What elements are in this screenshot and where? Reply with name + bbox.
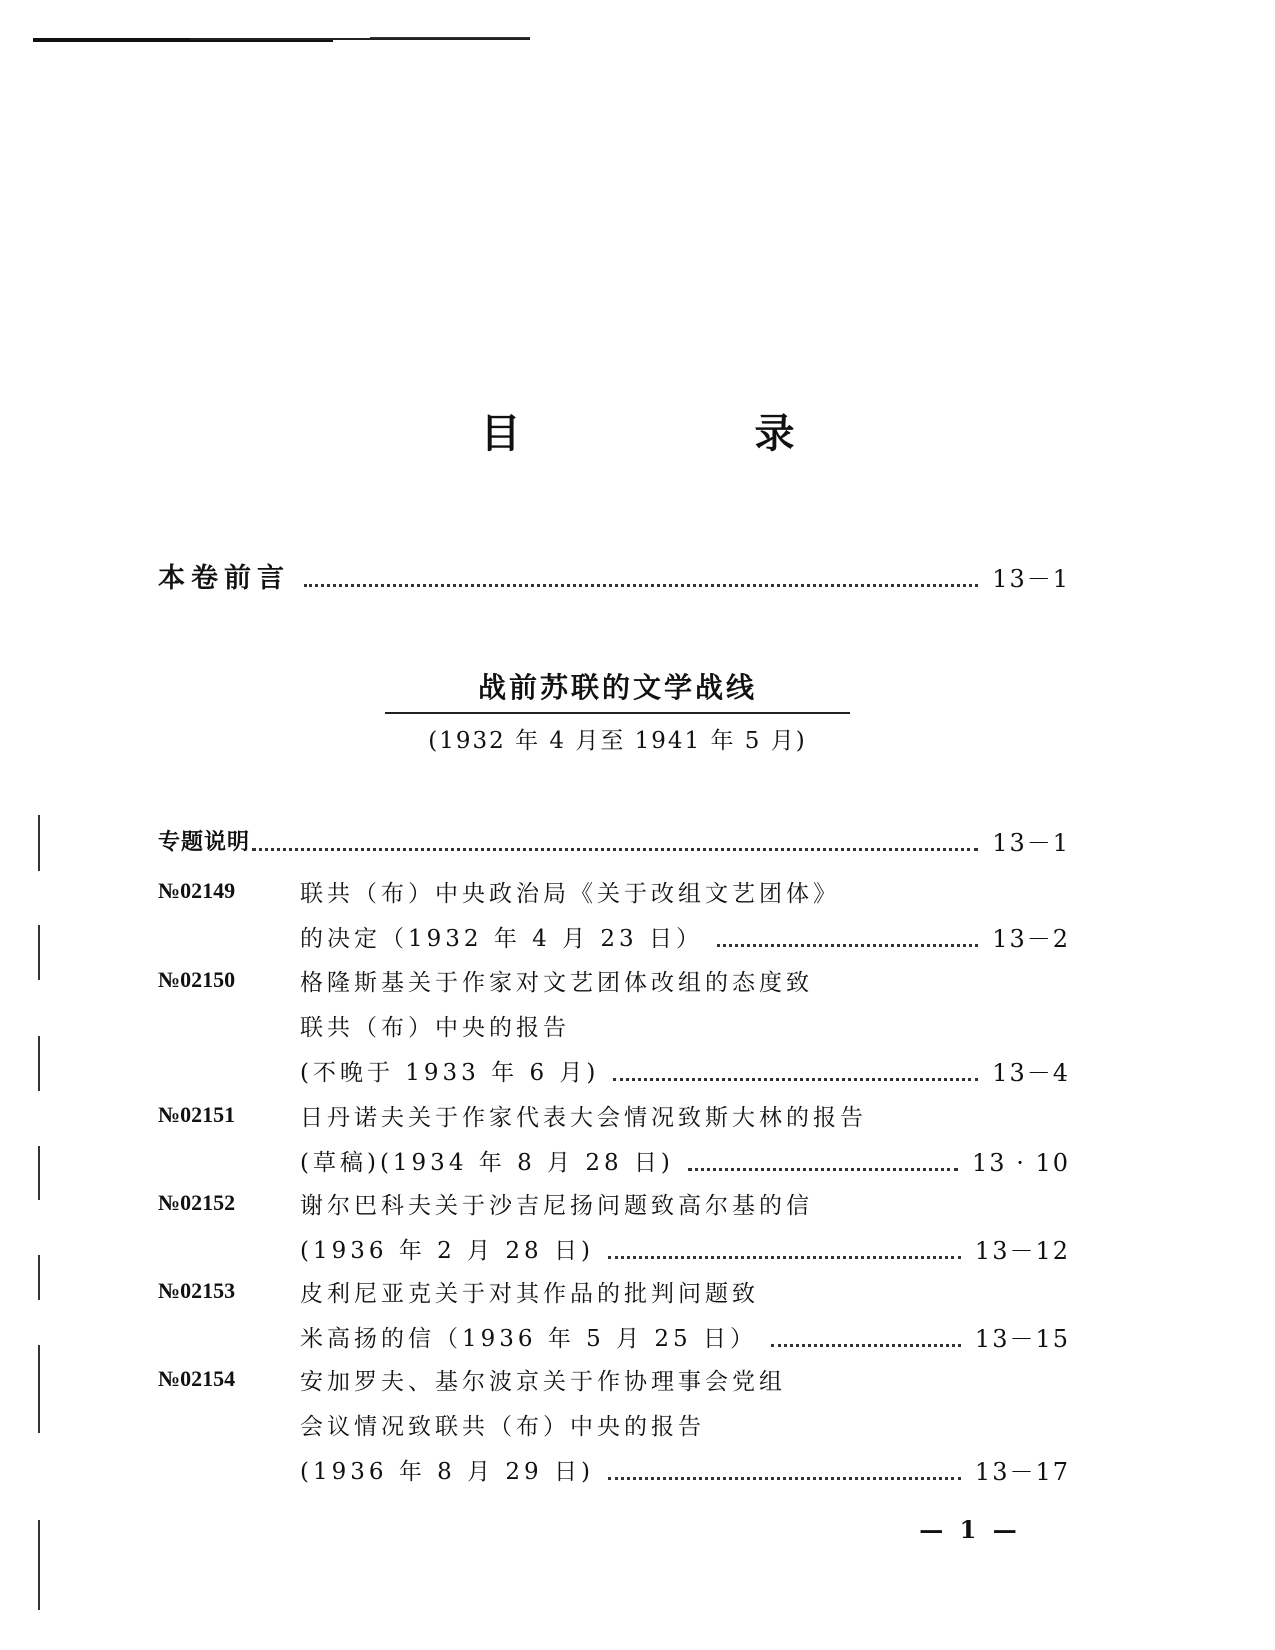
toc-page: 13－4 (992, 1059, 1070, 1087)
toc-entry-line[interactable] (300, 1007, 1070, 1043)
entry-number: №02149 (158, 878, 236, 903)
toc-label: (1936 年 2 月 28 日) (300, 1238, 594, 1264)
toc-entry-line[interactable] (300, 1406, 1070, 1442)
dot-leader (608, 1256, 961, 1259)
toc-page: 13－17 (974, 1458, 1070, 1486)
entry-number: №02150 (158, 967, 236, 992)
toc-label: 的决定（1932 年 4 月 23 日） (300, 926, 703, 952)
toc-label: (草稿)(1934 年 8 月 28 日) (300, 1150, 674, 1176)
toc-page: 13－2 (992, 925, 1070, 953)
toc-label: 格隆斯基关于作家对文艺团体改组的态度致 (300, 970, 813, 996)
section-dates: (1932 年 4 月至 1941 年 5 月) (428, 728, 807, 754)
dot-leader (688, 1168, 958, 1171)
toc-entry-line[interactable] (300, 1318, 1070, 1354)
toc-page: 13－15 (974, 1325, 1070, 1353)
toc-label: 日丹诺夫关于作家代表大会情况致斯大林的报告 (300, 1105, 867, 1131)
page-title: 目 录 (480, 411, 905, 457)
toc-entry-line[interactable] (300, 1142, 1070, 1178)
dot-leader (252, 848, 978, 851)
toc-label: (不晚于 1933 年 6 月) (300, 1060, 600, 1086)
entry-number: №02153 (158, 1278, 236, 1303)
margin-bar (38, 1036, 40, 1091)
toc-label: 米高扬的信（1936 年 5 月 25 日） (300, 1326, 757, 1352)
toc-page: 13 · 10 (972, 1149, 1070, 1177)
page-number: — 1 — (919, 1515, 1021, 1544)
entry-number: №02151 (158, 1102, 236, 1127)
dot-leader (613, 1078, 978, 1081)
toc-label: 联共（布）中央的报告 (300, 1015, 570, 1041)
toc-entry-line[interactable] (300, 873, 1070, 909)
toc-entry-line[interactable] (300, 962, 1070, 998)
toc-label: 联共（布）中央政治局《关于改组文艺团体》 (300, 881, 840, 907)
top-rule (190, 38, 530, 40)
toc-entry-line[interactable] (300, 1273, 1070, 1309)
toc-entry-line[interactable] (300, 918, 1070, 954)
toc-label: 皮利尼亚克关于对其作品的批判问题致 (300, 1281, 759, 1307)
margin-bar (38, 925, 40, 980)
section-underline (385, 712, 850, 714)
toc-label: 安加罗夫、基尔波京关于作协理事会党组 (300, 1369, 786, 1395)
toc-label: 专题说明 (158, 830, 251, 855)
toc-entry-line[interactable] (300, 1052, 1070, 1088)
margin-bar (38, 815, 40, 871)
dot-leader (304, 584, 978, 587)
toc-page: 13－1 (992, 565, 1070, 593)
margin-bar (38, 1520, 40, 1610)
toc-entry-line[interactable] (300, 1230, 1070, 1266)
dot-leader (717, 944, 978, 947)
toc-label: 本卷前言 (158, 563, 290, 594)
toc-label: 谢尔巴科夫关于沙吉尼扬问题致高尔基的信 (300, 1193, 813, 1219)
section-title: 战前苏联的文学战线 (477, 671, 757, 704)
entry-number: №02154 (158, 1366, 236, 1391)
toc-entry-line[interactable] (300, 1361, 1070, 1397)
toc-entry-line[interactable] (300, 1097, 1070, 1133)
margin-bar (38, 1146, 40, 1200)
dot-leader (608, 1477, 961, 1480)
toc-row-topic-note[interactable] (158, 822, 1070, 858)
toc-entry-line[interactable] (300, 1451, 1070, 1487)
top-rule (370, 37, 530, 38)
margin-bar (38, 1345, 40, 1433)
toc-label: 会议情况致联共（布）中央的报告 (300, 1414, 705, 1440)
toc-label: (1936 年 8 月 29 日) (300, 1459, 594, 1485)
margin-bar (38, 1255, 40, 1300)
entry-number: №02152 (158, 1190, 236, 1215)
toc-page: 13－1 (992, 829, 1070, 857)
dot-leader (771, 1344, 961, 1347)
toc-row-preface[interactable] (158, 558, 1070, 594)
toc-entry-line[interactable] (300, 1185, 1070, 1221)
toc-page: 13－12 (974, 1237, 1070, 1265)
